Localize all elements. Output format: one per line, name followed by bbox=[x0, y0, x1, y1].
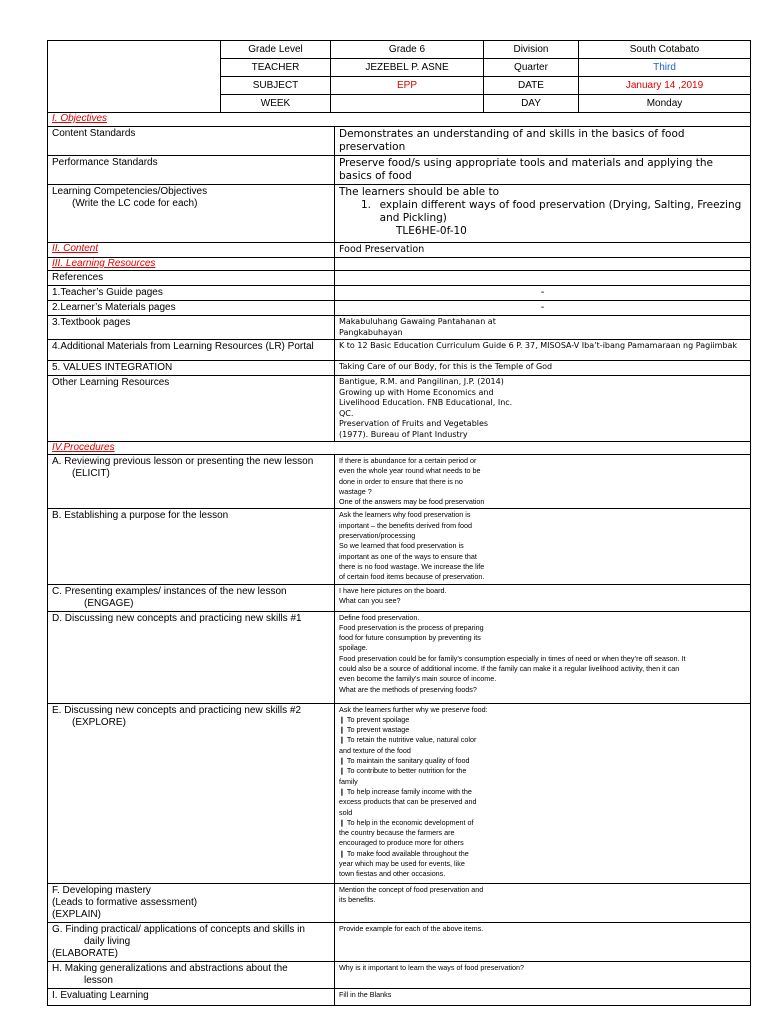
proc-a-sub: (ELICIT) bbox=[72, 468, 110, 479]
competencies-value-cell bbox=[335, 185, 751, 243]
proc-b-line: important as one of the ways to ensure that bbox=[339, 551, 477, 561]
proc-c-value bbox=[335, 584, 751, 611]
division-label: Division bbox=[484, 41, 579, 59]
proc-e-line: family bbox=[339, 776, 358, 786]
content-heading-cell bbox=[48, 243, 335, 258]
resources-heading-empty bbox=[335, 258, 751, 271]
other-resources-value bbox=[335, 376, 751, 442]
other-resources-label: Other Learning Resources bbox=[48, 376, 335, 442]
proc-b-value bbox=[335, 509, 751, 584]
quarter-value: Third bbox=[579, 59, 751, 77]
competencies-code: TLE6HE-0f-10 bbox=[396, 225, 467, 237]
proc-a-label-cell bbox=[48, 455, 335, 509]
proc-c-line: I have here pictures on the board. bbox=[339, 585, 447, 595]
tg-label: 1.Teacher’s Guide pages bbox=[48, 286, 335, 301]
values-value: Taking Care of our Body, for this is the Temple of God bbox=[335, 361, 751, 376]
other-line: Livelihood Education. FNB Educational, Inc. bbox=[339, 398, 513, 407]
proc-e-line: ❙ To help in the economic development of bbox=[339, 817, 474, 827]
proc-b-line: important – the benefits derived from food bbox=[339, 520, 473, 530]
proc-g-label-cell bbox=[48, 922, 335, 961]
proc-e-line: excess products that can be preserved and bbox=[339, 797, 477, 807]
division-value: South Cotabato bbox=[579, 41, 751, 59]
proc-g-label: G. Finding practical/ applications of concepts and skills in bbox=[52, 923, 305, 935]
proc-b-line: there is no food wastage. We increase the life bbox=[339, 561, 485, 571]
proc-h-label-cell bbox=[48, 961, 335, 988]
proc-b-line: preservation/processing bbox=[339, 531, 416, 541]
teacher-label: TEACHER bbox=[221, 59, 331, 77]
proc-g-value: Provide example for each of the above items. bbox=[335, 922, 751, 961]
proc-b-line: of certain food items because of preservation. bbox=[339, 572, 485, 582]
resources-heading-cell bbox=[48, 258, 335, 271]
lm-value: - bbox=[335, 301, 751, 316]
proc-f-sub1: (Leads to formative assessment) bbox=[52, 896, 198, 908]
competencies-sub: (Write the LC code for each) bbox=[72, 198, 198, 209]
other-line: QC. bbox=[339, 408, 354, 418]
day-value: Monday bbox=[579, 95, 751, 113]
proc-g-sub: (ELABORATE) bbox=[52, 947, 118, 959]
content-standards-label: Content Standards bbox=[48, 127, 335, 156]
proc-i-label: I. Evaluating Learning bbox=[48, 988, 335, 1005]
proc-f-line: Mention the concept of food preservation and bbox=[339, 884, 484, 894]
proc-d-line: Define food preservation. bbox=[339, 612, 420, 622]
proc-e-line: sold bbox=[339, 807, 353, 817]
proc-d-line: Food preservation is the process of preparing bbox=[339, 622, 484, 632]
references-label: References bbox=[48, 271, 335, 286]
header-table bbox=[47, 40, 751, 113]
proc-e-value bbox=[335, 703, 751, 883]
performance-standards-label: Performance Standards bbox=[48, 156, 335, 185]
proc-h-label: H. Making generalizations and abstractions about the bbox=[52, 962, 288, 974]
proc-d-line: spoilage. bbox=[339, 643, 368, 653]
proc-f-line: its benefits. bbox=[339, 894, 376, 904]
objectives-heading-row bbox=[48, 113, 751, 127]
values-label: 5. VALUES INTEGRATION bbox=[48, 361, 335, 376]
proc-e-label-cell bbox=[48, 703, 335, 883]
proc-d-line: even become the family’s main source of income. bbox=[339, 674, 497, 684]
other-line: Bantigue, R.M. and Pangilinan, J.P. (2014) bbox=[339, 377, 504, 386]
grade-level-value: Grade 6 bbox=[331, 41, 484, 59]
proc-e-sub: (EXPLORE) bbox=[72, 716, 126, 728]
proc-e-line: and texture of the food bbox=[339, 745, 411, 755]
other-line: Preservation of Fruits and Vegetables bbox=[339, 419, 489, 428]
lesson-body-table bbox=[47, 112, 751, 1006]
proc-f-label-cell bbox=[48, 883, 335, 922]
proc-d-line: What are the methods of preserving foods? bbox=[339, 684, 477, 694]
proc-d-line: food for future consumption by preventing its bbox=[339, 633, 481, 643]
lm-label: 2.Learner’s Materials pages bbox=[48, 301, 335, 316]
proc-h-value: Why is it important to learn the ways of food preservation? bbox=[335, 961, 751, 988]
tg-value: - bbox=[335, 286, 751, 301]
proc-d-label: D. Discussing new concepts and practicing new skills #1 bbox=[48, 611, 335, 703]
proc-e-line: ❙ To contribute to better nutrition for the bbox=[339, 766, 467, 776]
proc-e-line: year which may be used for events, like bbox=[339, 859, 465, 869]
competencies-label: Learning Competencies/Objectives bbox=[52, 186, 208, 197]
proc-f-value bbox=[335, 883, 751, 922]
proc-d-value bbox=[335, 611, 751, 703]
proc-e-line: ❙ To make food available throughout the bbox=[339, 848, 469, 858]
proc-e-label: E. Discussing new concepts and practicing new skills #2 bbox=[52, 704, 302, 716]
proc-c-label-cell bbox=[48, 584, 335, 611]
content-heading: II. Content bbox=[52, 243, 99, 254]
procedures-heading: IV.Procedures bbox=[52, 442, 115, 453]
proc-a-label: A. Reviewing previous lesson or presenting the new lesson bbox=[52, 456, 314, 467]
proc-e-line: encouraged to produce more for others bbox=[339, 838, 464, 848]
procedures-heading-row bbox=[48, 442, 751, 455]
grade-level-label: Grade Level bbox=[221, 41, 331, 59]
content-standards-value: Demonstrates an understanding of and skills in the basics of food preservation bbox=[335, 127, 751, 156]
other-line: (1977). Bureau of Plant Industry bbox=[339, 429, 468, 439]
resources-heading: III. Learning Resources bbox=[52, 258, 156, 269]
lr-label: 4.Additional Materials from Learning Resources (LR) Portal bbox=[48, 340, 335, 361]
week-value bbox=[331, 95, 484, 113]
subject-value: EPP bbox=[331, 77, 484, 95]
proc-c-label: C. Presenting examples/ instances of the new lesson bbox=[52, 585, 287, 597]
proc-h-label2: lesson bbox=[84, 974, 113, 986]
proc-b-line: Ask the learners why food preservation is bbox=[339, 510, 471, 520]
proc-e-line: ❙ To prevent spoilage bbox=[339, 714, 410, 724]
proc-a-line: wastage ? bbox=[339, 486, 372, 496]
lr-value: K to 12 Basic Education Curriculum Guide 6 P. 37, MISOSA-V Iba’t-ibang Pamamaraan ng Pagiimbak bbox=[335, 340, 751, 361]
competencies-intro: The learners should be able to bbox=[339, 186, 499, 198]
proc-e-line: ❙ To help increase family income with the bbox=[339, 786, 472, 796]
date-label: DATE bbox=[484, 77, 579, 95]
proc-d-line: Food preservation could be for family’s consumption especially in times of need or when they’re off season. It bbox=[339, 653, 686, 663]
proc-b-line: So we learned that food preservation is bbox=[339, 541, 464, 551]
proc-g-label2: daily living bbox=[84, 935, 131, 947]
performance-standards-value: Preserve food/s using appropriate tools and materials and applying the basics of food bbox=[335, 156, 751, 185]
proc-e-line: ❙ To retain the nutritive value, natural color bbox=[339, 735, 477, 745]
proc-e-line: town fiestas and other occasions. bbox=[339, 869, 446, 879]
objectives-heading: I. Objectives bbox=[52, 113, 108, 124]
proc-f-sub2: (EXPLAIN) bbox=[52, 908, 101, 920]
proc-e-line: Ask the learners further why we preserve food: bbox=[339, 704, 488, 714]
day-label: DAY bbox=[484, 95, 579, 113]
subject-label: SUBJECT bbox=[221, 77, 331, 95]
competencies-item: explain different ways of food preservation (Drying, Salting, Freezing and Pickling) bbox=[379, 199, 742, 224]
quarter-label: Quarter bbox=[484, 59, 579, 77]
proc-e-line: ❙ To prevent wastage bbox=[339, 725, 410, 735]
lesson-plan-page bbox=[47, 40, 750, 1006]
competencies-cell bbox=[48, 185, 335, 243]
proc-e-line: the country because the farmers are bbox=[339, 828, 455, 838]
competencies-list-item bbox=[339, 199, 746, 225]
other-line: Growing up with Home Economics and bbox=[339, 387, 494, 397]
proc-e-line: ❙ To maintain the sanitary quality of food bbox=[339, 756, 470, 766]
header-logo-cell bbox=[48, 41, 221, 113]
proc-a-line: even the whole year round what needs to be bbox=[339, 466, 481, 476]
proc-d-line: could also be a source of additional income. If the family can make it a regular livelihood activity, then it can bbox=[339, 664, 680, 674]
competencies-num: 1. bbox=[361, 199, 372, 211]
proc-f-label: F. Developing mastery bbox=[52, 884, 151, 896]
proc-b-label: B. Establishing a purpose for the lesson bbox=[48, 509, 335, 584]
proc-a-value bbox=[335, 455, 751, 509]
proc-c-line: What can you see? bbox=[339, 595, 401, 605]
proc-c-sub: (ENGAGE) bbox=[84, 597, 134, 609]
proc-a-line: One of the answers may be food preservation bbox=[339, 497, 485, 507]
proc-a-line: If there is abundance for a certain period or bbox=[339, 456, 477, 465]
teacher-value: JEZEBEL P. ASNE bbox=[331, 59, 484, 77]
textbook-label: 3.Textbook pages bbox=[48, 316, 335, 340]
week-label: WEEK bbox=[221, 95, 331, 113]
references-empty bbox=[335, 271, 751, 286]
textbook-value: Makabuluhang Gawaing Pantahanan at Pangkabuhayan bbox=[335, 316, 751, 340]
proc-a-line: done in order to ensure that there is no bbox=[339, 476, 463, 486]
content-value: Food Preservation bbox=[335, 243, 751, 258]
proc-i-value: Fill in the Blanks bbox=[335, 988, 751, 1005]
date-value: January 14 ,2019 bbox=[579, 77, 751, 95]
